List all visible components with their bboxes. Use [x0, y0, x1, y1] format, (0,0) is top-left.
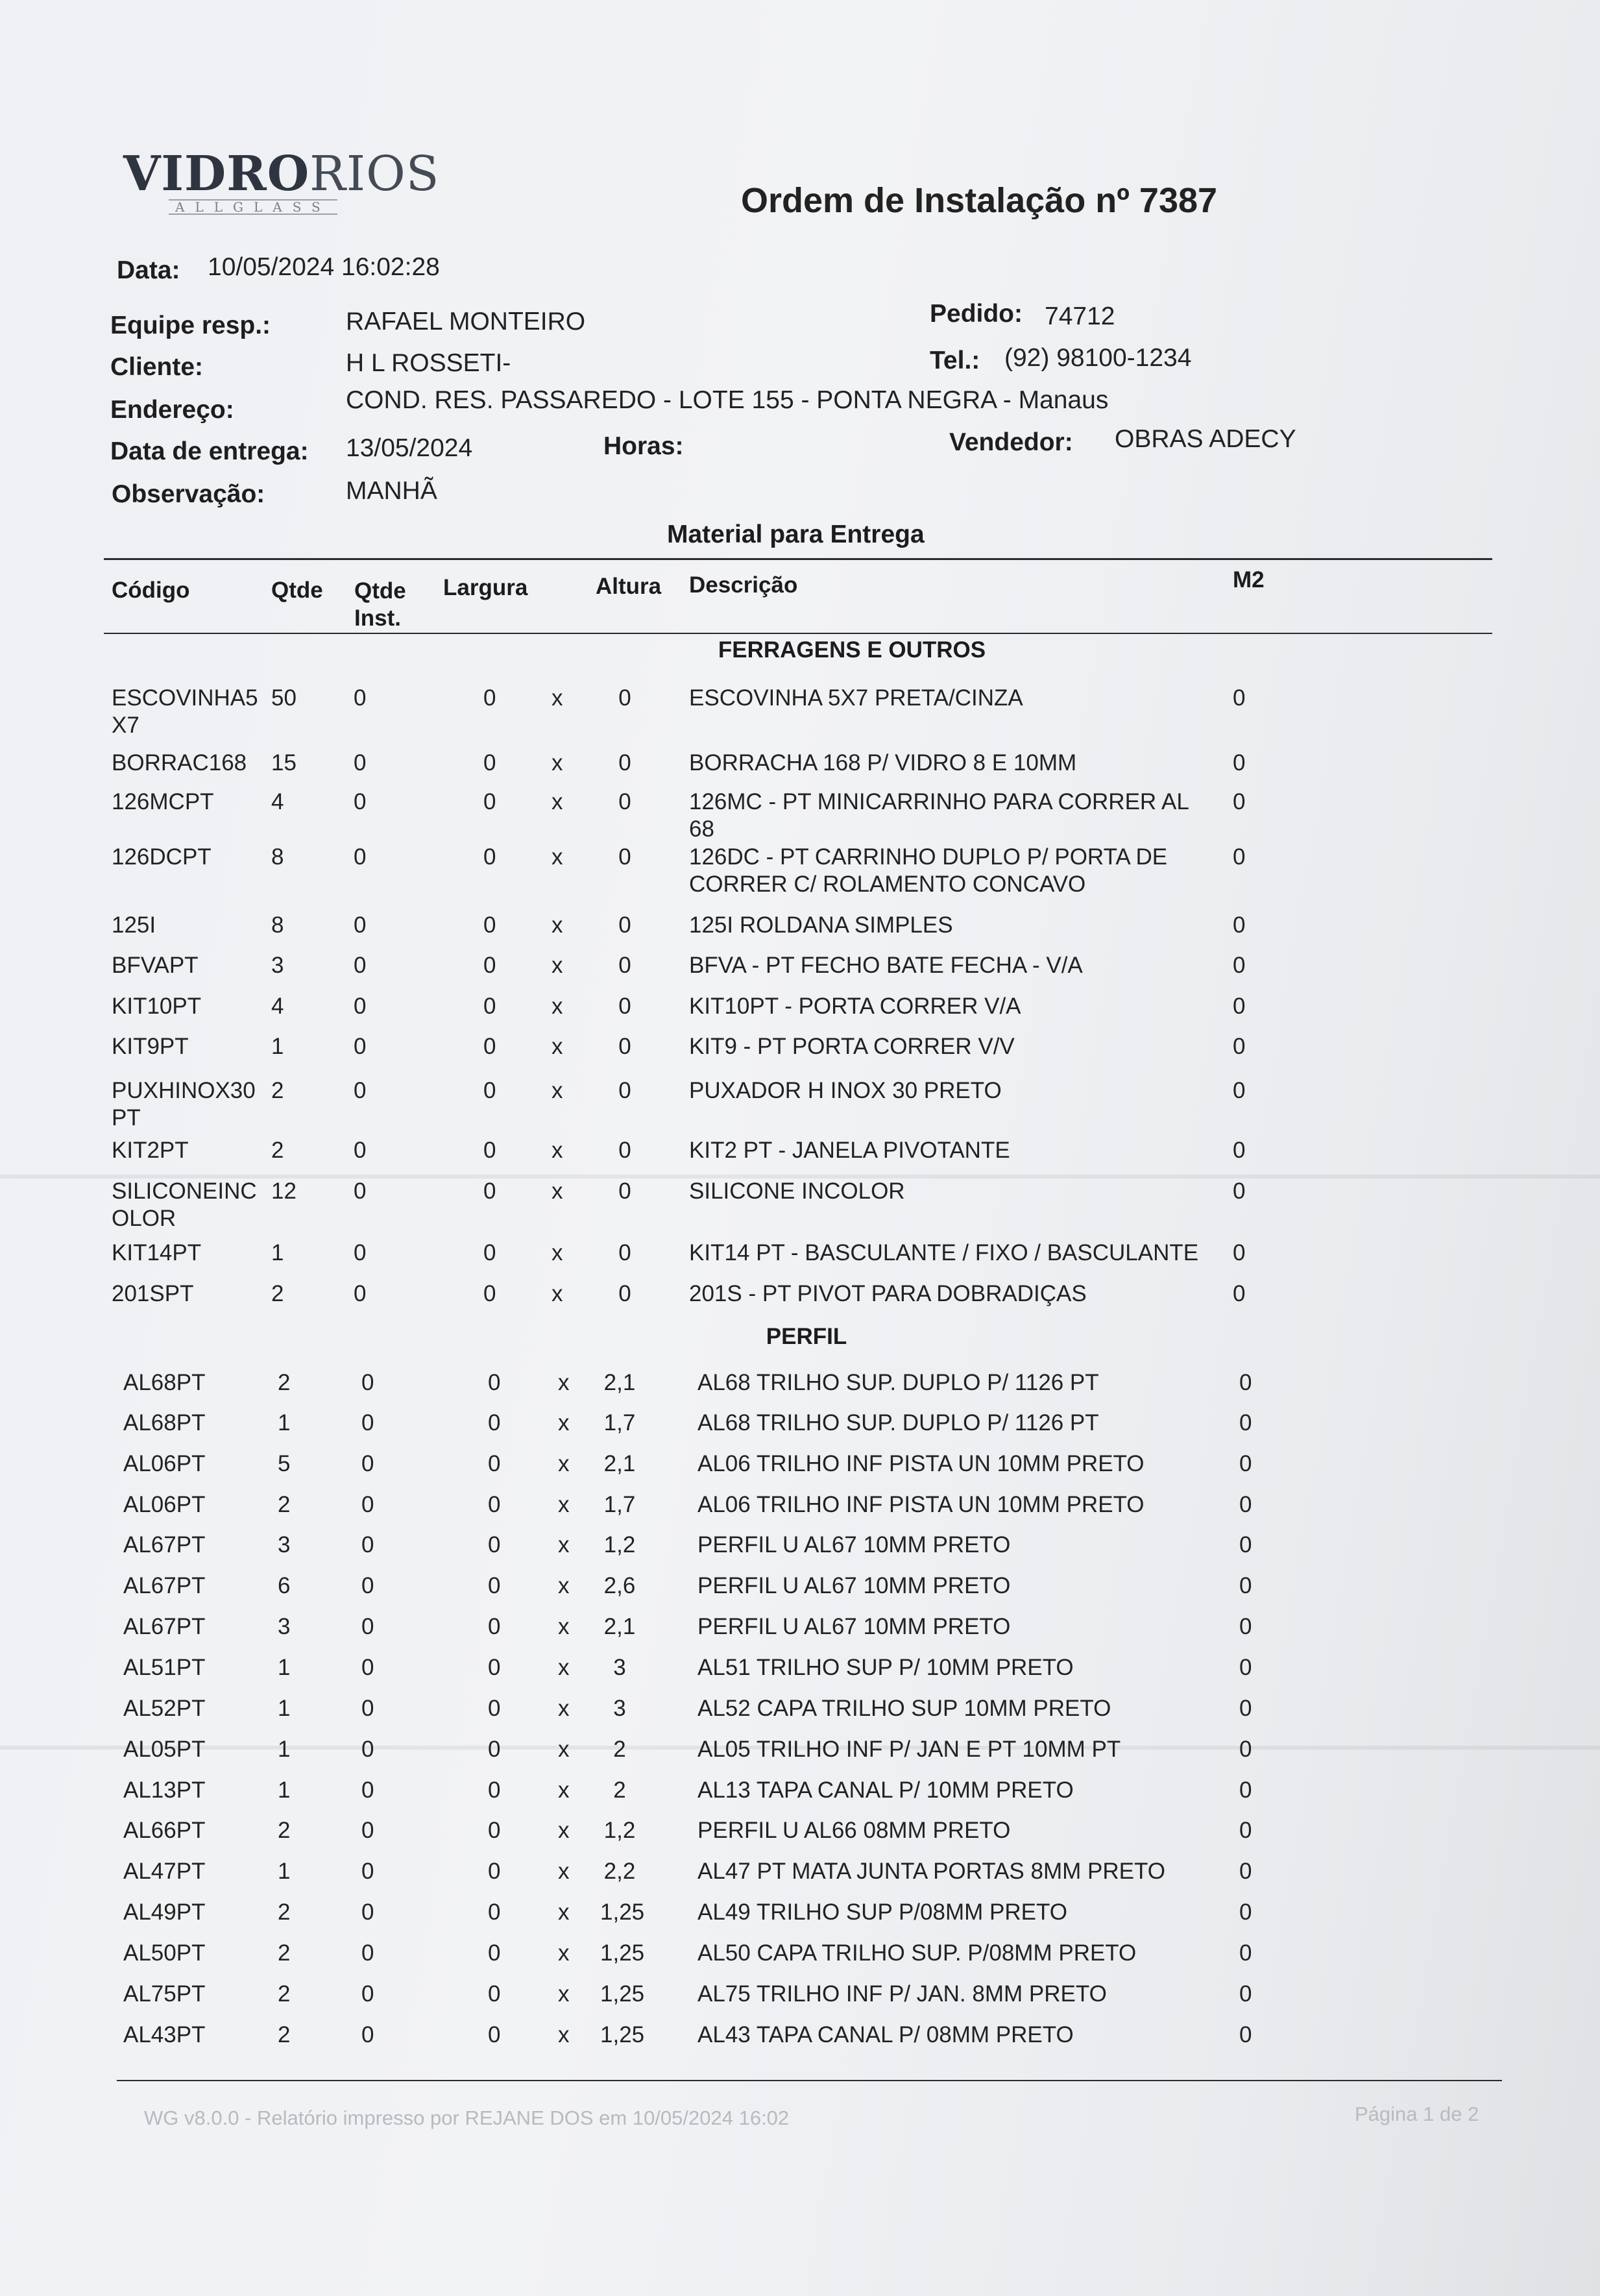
cell-x: x	[558, 1777, 570, 1803]
cell-descricao: KIT10PT - PORTA CORRER V/A	[689, 994, 1021, 1019]
cell-descricao: PERFIL U AL66 08MM PRETO	[697, 1818, 1011, 1843]
endereco-value: COND. RES. PASSAREDO - LOTE 155 - PONTA NEGRA - Manaus	[346, 386, 1109, 414]
vendedor-label: Vendedor:	[949, 428, 1073, 456]
cell-codigo: BFVAPT	[112, 953, 199, 978]
cell-qtde: 2	[278, 1981, 291, 2007]
cell-m2: 0	[1233, 1179, 1246, 1204]
observacao-label: Observação:	[112, 480, 265, 508]
cell-altura: 1,2	[603, 1532, 636, 1557]
cell-largura: 0	[488, 1410, 501, 1435]
cell-qtde: 8	[271, 844, 284, 870]
cell-m2: 0	[1233, 844, 1246, 870]
equipe-label: Equipe resp.:	[110, 311, 271, 339]
table-top-rule	[104, 558, 1492, 560]
cell-m2: 0	[1239, 1410, 1252, 1435]
cell-altura: 0	[618, 953, 631, 978]
cell-codigo: AL43PT	[123, 2022, 206, 2047]
cell-altura: 1,7	[603, 1492, 636, 1517]
cell-largura: 0	[488, 1818, 501, 1843]
cell-largura: 0	[483, 1078, 496, 1103]
cell-x: x	[558, 1859, 570, 1884]
company-logo	[123, 146, 439, 215]
footer-print-info: WG v8.0.0 - Relatório impresso por REJANE DOS em 10/05/2024 16:02	[144, 2107, 790, 2129]
cell-qtde: 2	[278, 1492, 291, 1517]
cell-inst: 0	[361, 1940, 374, 1966]
cell-x: x	[558, 1573, 570, 1598]
cell-inst: 0	[361, 1655, 374, 1680]
cell-m2: 0	[1239, 1696, 1252, 1721]
cell-m2: 0	[1239, 1573, 1252, 1598]
cell-codigo: AL67PT	[123, 1573, 206, 1598]
logo-name-bold: VIDRO	[123, 146, 310, 202]
cell-m2: 0	[1233, 1240, 1246, 1265]
cell-largura: 0	[488, 1451, 501, 1476]
cell-x: x	[552, 1034, 563, 1059]
cell-codigo: AL75PT	[123, 1981, 206, 2007]
cell-inst: 0	[361, 1492, 374, 1517]
tel-label: Tel.:	[930, 347, 980, 374]
entrega-value: 13/05/2024	[346, 434, 473, 462]
cell-inst: 0	[361, 1859, 374, 1884]
equipe-value: RAFAEL MONTEIRO	[346, 308, 586, 336]
cell-altura: 2,2	[603, 1859, 636, 1884]
cell-m2: 0	[1233, 789, 1246, 814]
cell-largura: 0	[483, 844, 496, 870]
cell-codigo: KIT14PT	[112, 1240, 202, 1265]
cell-altura: 0	[618, 750, 631, 776]
cell-qtde: 4	[271, 994, 284, 1019]
col-header-largura: Largura	[443, 575, 528, 600]
cell-qtde: 3	[278, 1614, 291, 1639]
cell-x: x	[552, 1078, 563, 1103]
cell-inst: 0	[361, 1899, 374, 1925]
cell-m2: 0	[1233, 1281, 1246, 1306]
cell-inst: 0	[361, 1696, 374, 1721]
cell-largura: 0	[483, 1034, 496, 1059]
cell-largura: 0	[488, 1859, 501, 1884]
col-header-qtde-inst-line1: Qtde	[354, 578, 406, 604]
cell-m2: 0	[1239, 1492, 1252, 1517]
cell-x: x	[558, 1614, 570, 1639]
cell-altura: 1,7	[603, 1410, 636, 1435]
cell-descricao: AL68 TRILHO SUP. DUPLO P/ 1126 PT	[697, 1370, 1099, 1395]
cell-codigo: KIT9PT	[112, 1034, 189, 1059]
cell-m2: 0	[1233, 1078, 1246, 1103]
cell-altura: 1,25	[600, 1899, 645, 1925]
section-title: Material para Entrega	[667, 520, 925, 548]
cell-x: x	[552, 789, 563, 814]
cell-m2: 0	[1239, 1981, 1252, 2007]
cell-codigo: 201SPT	[112, 1281, 194, 1306]
table-header-rule	[104, 633, 1492, 634]
cell-descricao: 125I ROLDANA SIMPLES	[689, 912, 953, 938]
cell-altura: 2,1	[603, 1451, 636, 1476]
cell-largura: 0	[483, 1281, 496, 1306]
cell-x: x	[558, 1451, 570, 1476]
cell-m2: 0	[1233, 685, 1246, 711]
cell-m2: 0	[1239, 1899, 1252, 1925]
cell-x: x	[558, 1981, 570, 2007]
cell-descricao: 201S - PT PIVOT PARA DOBRADIÇAS	[689, 1281, 1087, 1306]
cell-descricao: 126DC - PT CARRINHO DUPLO P/ PORTA DE CORRER C/ ROLAMENTO CONCAVO	[689, 844, 1168, 897]
cell-qtde: 12	[271, 1179, 297, 1204]
col-header-altura: Altura	[596, 574, 662, 599]
cell-m2: 0	[1233, 750, 1246, 776]
cell-largura: 0	[483, 1240, 496, 1265]
cell-altura: 0	[618, 1034, 631, 1059]
cell-inst: 0	[361, 1451, 374, 1476]
observacao-value: MANHÃ	[346, 477, 437, 505]
cell-qtde: 6	[278, 1573, 291, 1598]
cell-altura: 0	[618, 1281, 631, 1306]
cell-qtde: 3	[271, 953, 284, 978]
cell-qtde: 1	[278, 1737, 291, 1762]
cell-qtde: 5	[278, 1451, 291, 1476]
cell-altura: 0	[618, 1179, 631, 1204]
cell-x: x	[552, 685, 563, 711]
cell-largura: 0	[483, 912, 496, 938]
cell-qtde: 1	[278, 1777, 291, 1803]
cliente-label: Cliente:	[110, 353, 204, 381]
cell-x: x	[558, 1696, 570, 1721]
col-header-descricao: Descrição	[689, 572, 798, 598]
cell-descricao: KIT14 PT - BASCULANTE / FIXO / BASCULANTE	[689, 1240, 1199, 1265]
cell-altura: 3	[613, 1655, 626, 1680]
cell-descricao: AL06 TRILHO INF PISTA UN 10MM PRETO	[697, 1451, 1145, 1476]
cell-m2: 0	[1233, 953, 1246, 978]
cell-descricao: BORRACHA 168 P/ VIDRO 8 E 10MM	[689, 750, 1077, 776]
cell-codigo: BORRAC168	[112, 750, 247, 776]
cell-codigo: KIT2PT	[112, 1138, 189, 1163]
cell-codigo: KIT10PT	[112, 994, 202, 1019]
cell-m2: 0	[1233, 1034, 1246, 1059]
col-header-m2: M2	[1233, 567, 1265, 592]
cell-qtde: 2	[278, 1899, 291, 1925]
cell-qtde: 2	[278, 1370, 291, 1395]
cell-x: x	[558, 1940, 570, 1966]
horas-label: Horas:	[603, 432, 684, 460]
cell-largura: 0	[488, 1940, 501, 1966]
cell-m2: 0	[1239, 1777, 1252, 1803]
cell-largura: 0	[483, 750, 496, 776]
cell-altura: 1,2	[603, 1818, 636, 1843]
cell-inst: 0	[354, 1078, 367, 1103]
cell-m2: 0	[1233, 1138, 1246, 1163]
cell-descricao: BFVA - PT FECHO BATE FECHA - V/A	[689, 953, 1083, 978]
cell-codigo: AL47PT	[123, 1859, 206, 1884]
cell-inst: 0	[354, 789, 367, 814]
cell-codigo: AL68PT	[123, 1410, 206, 1435]
cell-largura: 0	[483, 994, 496, 1019]
cell-inst: 0	[361, 1532, 374, 1557]
cell-x: x	[558, 2022, 570, 2047]
cell-inst: 0	[361, 1777, 374, 1803]
col-header-qtde-inst-line2: Inst.	[354, 605, 401, 631]
cell-descricao: AL43 TAPA CANAL P/ 08MM PRETO	[697, 2022, 1074, 2047]
cell-largura: 0	[488, 1655, 501, 1680]
cell-qtde: 3	[278, 1532, 291, 1557]
cell-descricao: AL49 TRILHO SUP P/08MM PRETO	[697, 1899, 1067, 1925]
cell-altura: 0	[618, 1138, 631, 1163]
cell-x: x	[552, 1179, 563, 1204]
cell-altura: 2,1	[603, 1370, 636, 1395]
cell-descricao: PERFIL U AL67 10MM PRETO	[697, 1614, 1011, 1639]
endereco-label: Endereço:	[110, 396, 234, 424]
vendedor-value: OBRAS ADECY	[1115, 425, 1296, 453]
cell-qtde: 50	[271, 685, 297, 711]
cell-qtde: 1	[278, 1410, 291, 1435]
cell-codigo: AL51PT	[123, 1655, 206, 1680]
cell-x: x	[552, 750, 563, 776]
tel-value: (92) 98100-1234	[1004, 344, 1192, 372]
cell-largura: 0	[483, 1179, 496, 1204]
cell-inst: 0	[354, 912, 367, 938]
cell-largura: 0	[483, 1138, 496, 1163]
cell-descricao: AL13 TAPA CANAL P/ 10MM PRETO	[697, 1777, 1074, 1803]
data-value: 10/05/2024 16:02:28	[208, 253, 440, 281]
cell-inst: 0	[361, 1981, 374, 2007]
cell-inst: 0	[361, 1737, 374, 1762]
cell-inst: 0	[361, 1410, 374, 1435]
cell-x: x	[552, 1240, 563, 1265]
cell-x: x	[558, 1492, 570, 1517]
logo-name-light: RIOS	[309, 146, 440, 202]
cell-descricao: AL50 CAPA TRILHO SUP. P/08MM PRETO	[697, 1940, 1137, 1966]
col-header-qtde: Qtde	[271, 578, 323, 603]
cell-x: x	[558, 1370, 570, 1395]
cell-inst: 0	[354, 1034, 367, 1059]
cell-largura: 0	[488, 1981, 501, 2007]
cell-codigo: AL67PT	[123, 1532, 206, 1557]
cell-largura: 0	[488, 1573, 501, 1598]
cell-inst: 0	[354, 1240, 367, 1265]
cell-descricao: AL75 TRILHO INF P/ JAN. 8MM PRETO	[697, 1981, 1107, 2007]
cell-descricao: AL51 TRILHO SUP P/ 10MM PRETO	[697, 1655, 1074, 1680]
cell-qtde: 1	[278, 1859, 291, 1884]
cell-largura: 0	[488, 2022, 501, 2047]
cell-x: x	[558, 1737, 570, 1762]
col-header-codigo: Código	[112, 578, 190, 603]
cell-x: x	[558, 1532, 570, 1557]
cell-m2: 0	[1239, 1655, 1252, 1680]
cell-qtde: 2	[278, 2022, 291, 2047]
cell-inst: 0	[354, 1179, 367, 1204]
cell-largura: 0	[488, 1696, 501, 1721]
group-title: PERFIL	[766, 1324, 847, 1349]
cell-altura: 0	[618, 912, 631, 938]
cell-descricao: AL05 TRILHO INF P/ JAN E PT 10MM PT	[697, 1737, 1121, 1762]
cell-qtde: 2	[271, 1078, 284, 1103]
cell-descricao: ESCOVINHA 5X7 PRETA/CINZA	[689, 685, 1023, 711]
cell-qtde: 1	[271, 1034, 284, 1059]
cell-codigo: AL50PT	[123, 1940, 206, 1966]
cell-inst: 0	[361, 1818, 374, 1843]
cell-altura: 1,25	[600, 1940, 645, 1966]
cell-descricao: AL52 CAPA TRILHO SUP 10MM PRETO	[697, 1696, 1111, 1721]
cell-inst: 0	[361, 1370, 374, 1395]
document-title: Ordem de Instalação nº 7387	[741, 181, 1218, 220]
cell-descricao: KIT9 - PT PORTA CORRER V/V	[689, 1034, 1015, 1059]
cell-qtde: 2	[271, 1281, 284, 1306]
cell-codigo: ESCOVINHA5X7	[112, 685, 258, 738]
cell-largura: 0	[483, 789, 496, 814]
cell-x: x	[558, 1818, 570, 1843]
cell-x: x	[552, 844, 563, 870]
cell-m2: 0	[1239, 1737, 1252, 1762]
cell-largura: 0	[488, 1492, 501, 1517]
cell-codigo: AL49PT	[123, 1899, 206, 1925]
cell-largura: 0	[488, 1899, 501, 1925]
cell-altura: 3	[613, 1696, 626, 1721]
pedido-value: 74712	[1045, 302, 1115, 330]
cell-m2: 0	[1239, 1370, 1252, 1395]
group-title: FERRAGENS E OUTROS	[718, 637, 986, 663]
cell-qtde: 2	[278, 1818, 291, 1843]
cell-altura: 1,25	[600, 2022, 645, 2047]
cell-qtde: 4	[271, 789, 284, 814]
cell-m2: 0	[1233, 994, 1246, 1019]
cell-x: x	[552, 1138, 563, 1163]
cell-m2: 0	[1239, 1451, 1252, 1476]
cell-qtde: 2	[278, 1940, 291, 1966]
cell-inst: 0	[361, 2022, 374, 2047]
cell-largura: 0	[488, 1777, 501, 1803]
cell-codigo: 126DCPT	[112, 844, 212, 870]
cell-altura: 2,6	[603, 1573, 636, 1598]
cell-inst: 0	[354, 750, 367, 776]
cell-descricao: PUXADOR H INOX 30 PRETO	[689, 1078, 1002, 1103]
cell-altura: 0	[618, 789, 631, 814]
cell-codigo: PUXHINOX30PT	[112, 1078, 256, 1130]
cell-largura: 0	[488, 1370, 501, 1395]
cell-x: x	[558, 1410, 570, 1435]
cell-x: x	[552, 994, 563, 1019]
cell-m2: 0	[1239, 1940, 1252, 1966]
cell-inst: 0	[361, 1614, 374, 1639]
cell-altura: 2	[613, 1737, 626, 1762]
cell-qtde: 1	[271, 1240, 284, 1265]
cell-largura: 0	[483, 685, 496, 711]
cell-codigo: AL05PT	[123, 1737, 206, 1762]
cell-x: x	[552, 912, 563, 938]
cell-altura: 0	[618, 994, 631, 1019]
cell-codigo: AL13PT	[123, 1777, 206, 1803]
cell-inst: 0	[354, 994, 367, 1019]
cell-qtde: 2	[271, 1138, 284, 1163]
cell-m2: 0	[1239, 1532, 1252, 1557]
cell-descricao: SILICONE INCOLOR	[689, 1179, 905, 1204]
cliente-value: H L ROSSETI-	[346, 349, 511, 377]
cell-largura: 0	[488, 1614, 501, 1639]
data-label: Data:	[117, 256, 180, 284]
cell-x: x	[552, 1281, 563, 1306]
logo-tagline: ALLGLASS	[169, 199, 337, 215]
cell-codigo: AL06PT	[123, 1451, 206, 1476]
cell-m2: 0	[1239, 1614, 1252, 1639]
cell-x: x	[558, 1899, 570, 1925]
cell-inst: 0	[354, 844, 367, 870]
cell-altura: 2	[613, 1777, 626, 1803]
cell-altura: 0	[618, 1078, 631, 1103]
cell-inst: 0	[354, 685, 367, 711]
cell-descricao: AL06 TRILHO INF PISTA UN 10MM PRETO	[697, 1492, 1145, 1517]
cell-codigo: SILICONEINCOLOR	[112, 1179, 257, 1231]
entrega-label: Data de entrega:	[110, 437, 309, 465]
cell-qtde: 15	[271, 750, 297, 776]
cell-largura: 0	[483, 953, 496, 978]
cell-altura: 1,25	[600, 1981, 645, 2007]
cell-inst: 0	[354, 1281, 367, 1306]
cell-m2: 0	[1239, 1818, 1252, 1843]
cell-qtde: 1	[278, 1655, 291, 1680]
cell-m2: 0	[1239, 2022, 1252, 2047]
cell-descricao: 126MC - PT MINICARRINHO PARA CORRER AL 68	[689, 789, 1189, 842]
cell-m2: 0	[1233, 912, 1246, 938]
cell-codigo: AL68PT	[123, 1370, 206, 1395]
cell-codigo: AL67PT	[123, 1614, 206, 1639]
table-bottom-rule	[117, 2080, 1502, 2081]
cell-inst: 0	[354, 1138, 367, 1163]
cell-descricao: PERFIL U AL67 10MM PRETO	[697, 1532, 1011, 1557]
cell-codigo: 126MCPT	[112, 789, 214, 814]
cell-altura: 0	[618, 844, 631, 870]
cell-inst: 0	[354, 953, 367, 978]
cell-codigo: AL52PT	[123, 1696, 206, 1721]
cell-descricao: KIT2 PT - JANELA PIVOTANTE	[689, 1138, 1010, 1163]
cell-m2: 0	[1239, 1859, 1252, 1884]
cell-altura: 2,1	[603, 1614, 636, 1639]
cell-descricao: AL68 TRILHO SUP. DUPLO P/ 1126 PT	[697, 1410, 1099, 1435]
cell-descricao: PERFIL U AL67 10MM PRETO	[697, 1573, 1011, 1598]
col-header-qtde-inst	[354, 578, 406, 632]
cell-codigo: 125I	[112, 912, 156, 938]
cell-largura: 0	[488, 1737, 501, 1762]
cell-inst: 0	[361, 1573, 374, 1598]
cell-x: x	[558, 1655, 570, 1680]
cell-x: x	[552, 953, 563, 978]
cell-codigo: AL66PT	[123, 1818, 206, 1843]
cell-descricao: AL47 PT MATA JUNTA PORTAS 8MM PRETO	[697, 1859, 1165, 1884]
cell-codigo: AL06PT	[123, 1492, 206, 1517]
cell-qtde: 1	[278, 1696, 291, 1721]
cell-altura: 0	[618, 685, 631, 711]
cell-altura: 0	[618, 1240, 631, 1265]
pedido-label: Pedido:	[930, 300, 1023, 328]
page-number: Página 1 de 2	[1355, 2103, 1479, 2125]
cell-qtde: 8	[271, 912, 284, 938]
cell-largura: 0	[488, 1532, 501, 1557]
